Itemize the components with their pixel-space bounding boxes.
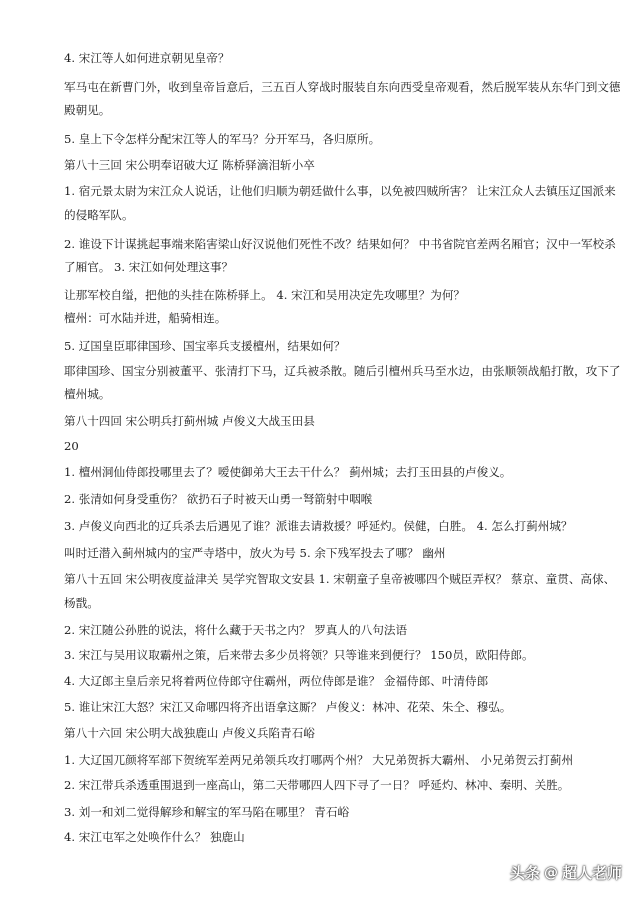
watermark-prefix: 头条: [509, 864, 540, 882]
page-number: 20: [64, 439, 79, 453]
answer-line: 檀州城。: [64, 387, 111, 401]
answer-line: 杨戬。: [64, 596, 99, 610]
answer-line: 了厢官。 3. 宋江如何处理这事？: [64, 260, 234, 274]
chapter-84-heading: 第八十四回 宋公明兵打蓟州城 卢俊义大战玉田县: [64, 414, 315, 428]
answer-line: 耶律国珍、国宝分别被董平、张清打下马，辽兵被杀散。随后引檀州兵马至水边，由张顺领战船打散，攻下了: [64, 364, 621, 378]
answer-line: 让那军校自缢，把他的头挂在陈桥驿上。 4. 宋江和吴用决定先攻哪里？为何？: [64, 288, 466, 302]
question-line: 2. 张清如何身受重伤？ 欲扔石子时被天山勇一弩箭射中咽喉: [64, 492, 373, 506]
question-line: 2. 宋江随公孙胜的说法，将什么藏于天书之内？ 罗真人的八句法语: [64, 623, 408, 637]
answer-line: 叫时迁潜入蓟州城内的宝严寺塔中，放火为号 5. 余下残军投去了哪？ 幽州: [64, 546, 446, 560]
answer-line: 军马屯在新曹门外，收到皇帝旨意后，三五百人穿战时服装自东向西受皇帝观看，然后脱军装从东华门到文德: [64, 80, 621, 94]
question-line: 5. 谁让宋江大怒？宋江又命哪四将齐出语拿这厮？ 卢俊义：林冲、花荣、朱仝、穆弘。: [64, 700, 512, 714]
question-5-junma: 5. 皇上下令怎样分配宋江等人的军马？分开军马，各归原所。: [64, 132, 381, 146]
answer-line: 檀州：可水陆并进，船骑相连。: [64, 311, 227, 325]
chapter-85-heading: 第八十五回 宋公明夜度益津关 吴学究智取文安县 1. 宋朝童子皇帝被哪四个贼臣弄权？ 蔡京、童贯、高俅、: [64, 572, 616, 586]
chapter-83-heading: 第八十三回 宋公明奉诏破大辽 陈桥驿滴泪斩小卒: [64, 158, 315, 172]
question-line: 2. 宋江带兵杀透重围退到一座高山，第二天带哪四人四下寻了一日？ 呼延灼、林冲、秦明、关胜。: [64, 778, 570, 792]
chapter-86-heading: 第八十六回 宋公明大战独鹿山 卢俊义兵陷青石峪: [64, 726, 315, 740]
question-4-jingjian: 4. 宋江等人如何进京朝见皇帝？: [64, 51, 230, 65]
question-line: 1. 大辽国兀颜将军部下贺统军差两兄弟领兵攻打哪两个州？ 大兄弟贺拆大霸州、 小兄弟贺云打蓟州: [64, 753, 574, 767]
watermark-at: @: [543, 864, 558, 881]
question-line: 3. 卢俊义向西北的辽兵杀去后遇见了谁？派谁去请救援？呼延灼。侯健，白胜。 4. 怎么打蓟州城？: [64, 519, 573, 533]
question-line: 4. 大辽郎主皇后亲兄将着两位侍郎守住霸州，两位侍郎是谁？ 金福侍郎、叶清侍郎: [64, 674, 489, 688]
question-line: 2. 谁设下计谋挑起事端来陷害梁山好汉说他们死性不改？结果如何？ 中书省院官差两名厢官；汉中一军校杀: [64, 237, 616, 251]
watermark-author: 超人老师: [561, 864, 622, 882]
toutiao-watermark: [510, 862, 622, 883]
answer-line: 的侵略军队。: [64, 208, 134, 222]
question-line: 3. 刘一和刘二觉得解珍和解宝的军马陷在哪里？ 青石峪: [64, 805, 350, 819]
question-line: 3. 宋江与吴用议取霸州之策，后来带去多少员将领？只等谁来到便行？ 150员，欧阳侍郎。: [64, 648, 534, 662]
question-line: 1. 宿元景太尉为宋江众人说话，让他们归顺为朝廷做什么事，以免被四贼所害？ 让宋江众人去镇压辽国派来: [64, 184, 616, 198]
question-line: 5. 辽国皇臣耶律国珍、国宝率兵支援檀州，结果如何？: [64, 339, 346, 353]
question-line: 4. 宋江屯军之处唤作什么？ 独鹿山: [64, 830, 245, 844]
answer-line: 殿朝见。: [64, 103, 111, 117]
question-line: 1. 檀州洞仙侍郎投哪里去了？嗳使御弟大王去干什么？ 蓟州城；去打玉田县的卢俊义。: [64, 465, 512, 479]
